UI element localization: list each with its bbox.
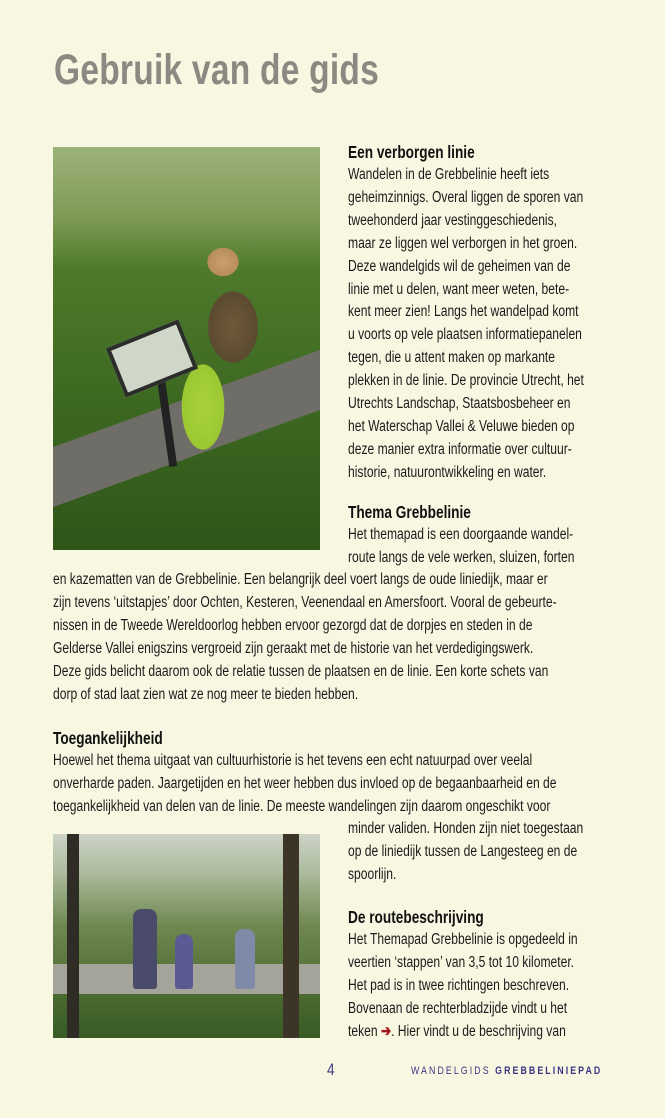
text-line: Gelderse Vallei enigszins vergroeid zijn geraakt met de historie van het verdedigingswerk. (53, 639, 534, 657)
section-verborgen-linie (348, 140, 584, 485)
section-heading: Toegankelijkheid (53, 728, 163, 748)
text-line: veertien ‘stappen’ van 3,5 tot 10 kilometer. (348, 953, 575, 971)
text-line: onverharde paden. Jaargetijden en het weer hebben dus invloed op de begaanbaarheid en de (53, 774, 557, 792)
section-toegankelijkheid (53, 726, 556, 819)
text-lines (348, 818, 583, 887)
text-line: tegen, die u attent maken op markante (348, 349, 556, 367)
text-line: kent meer zien! Langs het wandelpad komt (348, 303, 579, 321)
text-line: linie met u delen, want meer weten, bete- (348, 280, 570, 298)
text-line: tweehonderd jaar vestinggeschiedenis, (348, 211, 558, 229)
walker-adult (133, 909, 157, 989)
text-lines (348, 524, 574, 570)
arrow-right-icon: ➔ (380, 1022, 392, 1040)
text-line: Hoewel het thema uitgaat van cultuurhistorie is het tevens een echt natuurpad over veelal (53, 752, 533, 769)
text-line: maar ze liggen wel verborgen in het groen. (348, 234, 578, 252)
text-line: nissen in de Tweede Wereldoorlog hebben ervoor gezorgd dat de dorpjes en steden in de (53, 616, 533, 634)
footer-guide-name: GREBBELINIEPAD (495, 1065, 603, 1077)
text-lines (53, 569, 557, 706)
text-lines (53, 750, 556, 819)
page-number: 4 (327, 1060, 335, 1079)
text-line: deze manier extra informatie over cultuur- (348, 440, 572, 458)
text-line: Het pad is in twee richtingen beschreven. (348, 976, 570, 994)
text-lines (348, 929, 578, 1021)
text-line: dorp of stad laat zien wat ze nog meer te bieden hebben. (53, 685, 359, 703)
section-heading: De routebeschrijving (348, 907, 484, 927)
text-line: u voorts op vele plaatsen informatiepanelen (348, 326, 582, 344)
text-line: Wandelen in de Grebbelinie heeft iets (348, 166, 550, 183)
text-fragment: teken (348, 1022, 381, 1040)
text-line: historie, natuurontwikkeling en water. (348, 463, 547, 481)
section-thema-grebbelinie-continued (53, 569, 557, 706)
text-line: zijn tevens ‘uitstapjes’ door Ochten, Kesteren, Veenendaal en Amersfoort. Vooral de gebeurte- (53, 593, 557, 611)
text-line: plekken in de linie. De provincie Utrecht, het (348, 372, 584, 390)
footer-guide-label: WANDELGIDS (411, 1065, 491, 1077)
text-line: Deze wandelgids wil de geheimen van de (348, 257, 571, 275)
text-lines (348, 164, 584, 485)
text-line: Bovenaan de rechterbladzijde vindt u het (348, 999, 568, 1017)
text-line: Utrechts Landschap, Staatsbosbeheer en (348, 395, 571, 413)
text-line (348, 1021, 578, 1044)
walker-child (235, 929, 255, 989)
photo-family-walking (53, 834, 320, 1038)
text-line: minder validen. Honden zijn niet toegestaan (348, 820, 584, 837)
text-line: toegankelijkheid van delen van de linie. De meeste wandelingen zijn daarom ongeschikt voor (53, 797, 551, 815)
section-heading: Thema Grebbelinie (348, 502, 471, 522)
text-line: route langs de vele werken, sluizen, forten (348, 548, 575, 566)
text-line: het Waterschap Vallei & Veluwe bieden op (348, 417, 575, 435)
info-panel-post (157, 377, 177, 467)
text-line: op de liniedijk tussen de Langesteeg en de (348, 842, 578, 860)
section-toegankelijkheid-continued (348, 818, 583, 887)
running-footer (411, 1065, 602, 1077)
section-thema-grebbelinie (348, 500, 574, 570)
text-line: spoorlijn. (348, 865, 397, 883)
text-line: Deze gids belicht daarom ook de relatie tussen de plaatsen en de linie. Een korte schets van (53, 662, 549, 680)
photo-woman-child-info-panel (53, 147, 320, 550)
text-line: Het themapad is een doorgaande wandel- (348, 526, 574, 543)
walker-child (175, 934, 193, 989)
info-panel (106, 319, 198, 397)
section-routebeschrijving (348, 905, 578, 1044)
text-line: geheimzinnigs. Overal liggen de sporen van (348, 188, 584, 206)
page-title: Gebruik van de gids (54, 46, 380, 94)
text-line: Het Themapad Grebbelinie is opgedeeld in (348, 931, 578, 948)
section-heading: Een verborgen linie (348, 142, 475, 162)
text-fragment: . Hier vindt u de beschrijving van (391, 1022, 566, 1040)
text-line: en kazematten van de Grebbelinie. Een belangrijk deel voert langs de oude liniedijk, maar er (53, 571, 548, 588)
